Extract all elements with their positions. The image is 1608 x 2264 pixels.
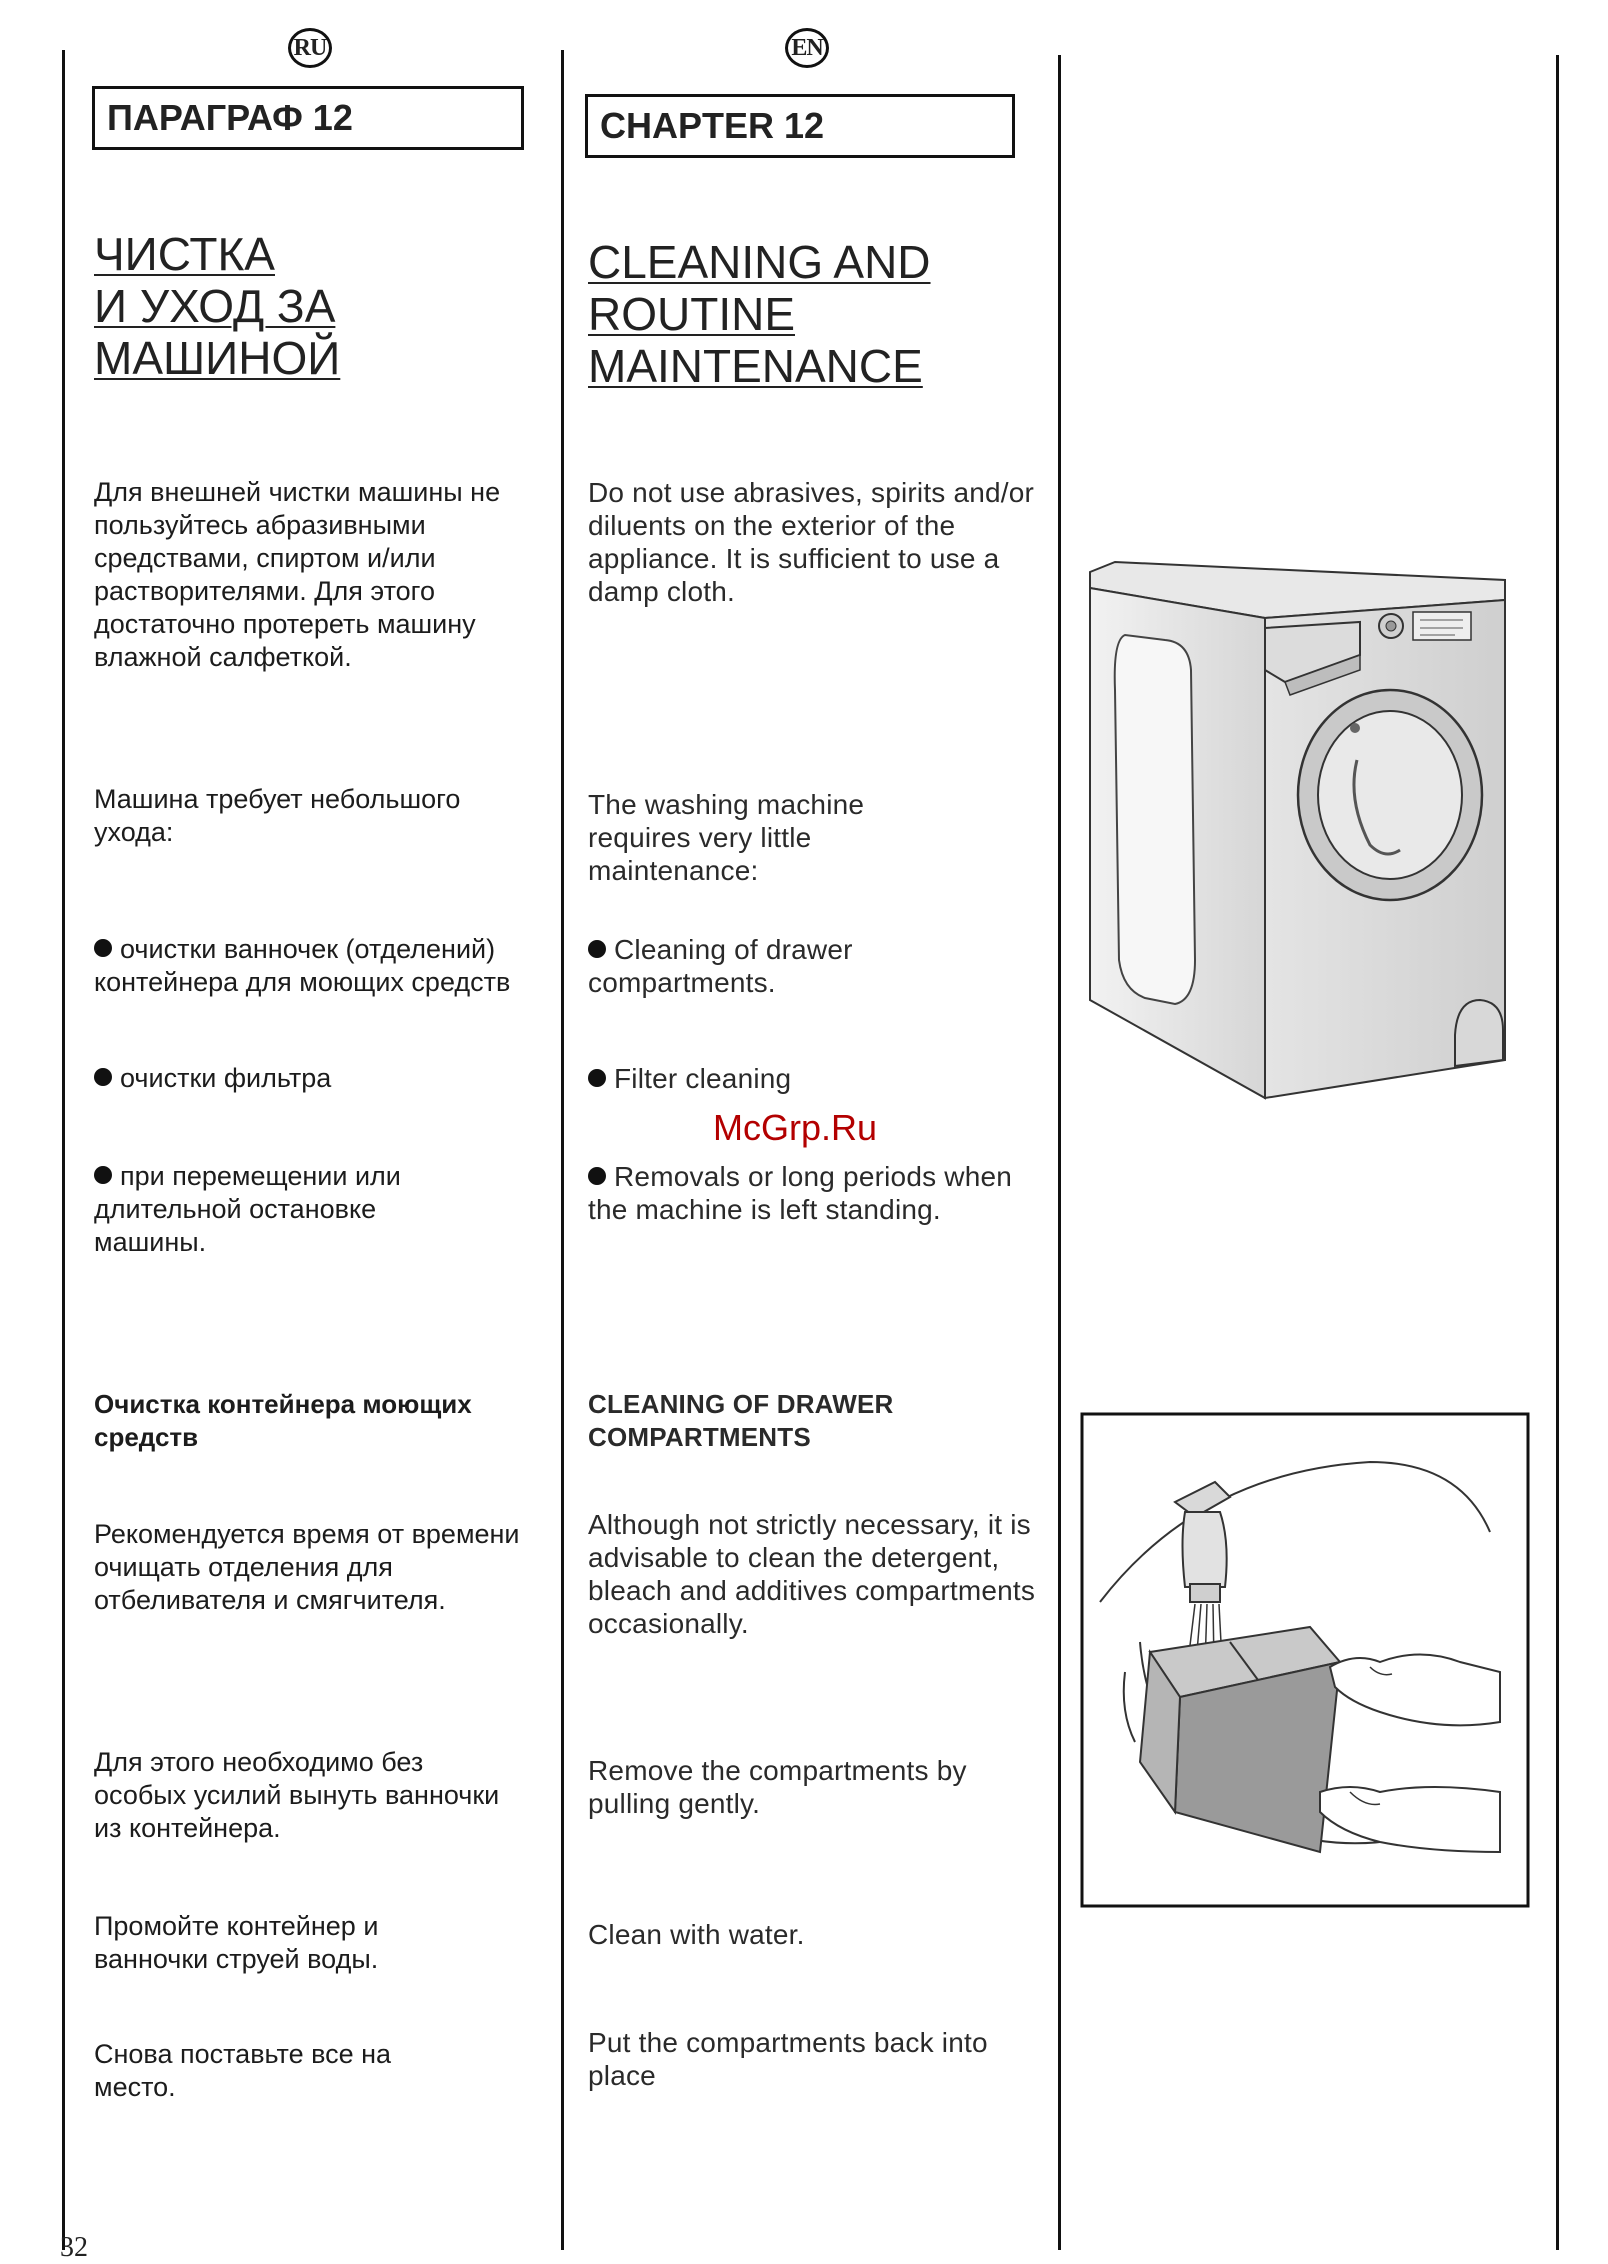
ru-paragraph-recommend: Рекомендуется время от времени очищать отделения для отбеливателя и смягчителя. <box>94 1519 520 1615</box>
en-chapter-box <box>585 94 1015 158</box>
column-rule-right-b <box>1556 55 1559 2250</box>
ru-bullet-filter-text: очистки фильтра <box>120 1063 332 1093</box>
en-paragraph-advisable: Although not strictly necessary, it is advisable to clean the detergent, bleach and additives compartments occasionally. <box>588 1509 1036 1639</box>
en-paragraph-clean: Clean with water. <box>588 1919 805 1950</box>
column-rule-right-a <box>1058 55 1061 2250</box>
en-chapter-label: CHAPTER 12 <box>600 105 825 146</box>
bullet-icon <box>588 1167 606 1185</box>
bullet-icon <box>588 940 606 958</box>
page-number: 32 <box>60 2232 88 2263</box>
ru-bullet-removal-text: при перемещении или длительной остановке машины. <box>94 1161 401 1257</box>
ru-bullet-drawer-text: очистки ванночек (отделений) контейнера для моющих средств <box>94 934 511 997</box>
en-language-badge: EN <box>785 28 829 68</box>
en-paragraph-remove: Remove the compartments by pulling gently. <box>588 1755 967 1819</box>
en-paragraph-exterior: Do not use abrasives, spirits and/or diluents on the exterior of the appliance. It is sufficient to use a damp cloth. <box>588 477 1035 607</box>
en-title-line: MAINTENANCE <box>588 340 923 392</box>
ru-title-line: МАШИНОЙ <box>94 332 341 384</box>
en-title-line: ROUTINE <box>588 288 795 340</box>
column-rule-middle <box>561 50 564 2250</box>
en-title <box>588 236 931 392</box>
ru-chapter-label: ПАРАГРАФ 12 <box>107 97 353 138</box>
en-bullet-drawer <box>588 933 968 999</box>
en-bullet-drawer-text: Cleaning of drawer compartments. <box>588 934 853 998</box>
bullet-icon <box>588 1069 606 1087</box>
bullet-icon <box>94 939 112 957</box>
drawer-cleaning-illustration <box>1080 1412 1530 1908</box>
en-paragraph-replace: Put the compartments back into place <box>588 2027 988 2091</box>
ru-title-line: ЧИСТКА <box>94 228 275 280</box>
en-bullet-removal <box>588 1160 1018 1226</box>
column-rule-left <box>62 50 65 2250</box>
ru-subheading: Очистка контейнера моющих средств <box>94 1389 472 1452</box>
ru-bullet-drawer <box>94 933 534 999</box>
ru-paragraph-maintenance: Машина требует небольшого ухода: <box>94 784 461 847</box>
ru-language-badge: RU <box>288 28 332 68</box>
ru-paragraph-remove: Для этого необходимо без особых усилий вынуть ванночки из контейнера. <box>94 1747 500 1843</box>
ru-paragraph-exterior: Для внешней чистки машины не пользуйтесь абразивными средствами, спиртом и/или растворителями. Для этого достаточно протереть машину влажной салфеткой. <box>94 477 501 672</box>
washing-machine-illustration <box>1085 560 1515 1100</box>
en-title-line: CLEANING AND <box>588 236 931 288</box>
ru-paragraph-rinse: Промойте контейнер и ванночки струей воды. <box>94 1911 379 1974</box>
bullet-icon <box>94 1166 112 1184</box>
ru-paragraph-replace: Снова поставьте все на место. <box>94 2039 392 2102</box>
watermark: McGrp.Ru <box>713 1107 878 1148</box>
en-subheading: CLEANING OF DRAWER COMPARTMENTS <box>588 1389 894 1452</box>
en-bullet-removal-text: Removals or long periods when the machine is left standing. <box>588 1161 1013 1225</box>
ru-title-line: И УХОД ЗА <box>94 280 336 332</box>
bullet-icon <box>94 1068 112 1086</box>
en-bullet-filter-text: Filter cleaning <box>614 1063 792 1094</box>
ru-chapter-box <box>92 86 524 150</box>
ru-bullet-filter <box>94 1062 534 1095</box>
ru-bullet-removal <box>94 1160 474 1259</box>
ru-title <box>94 228 340 384</box>
en-paragraph-maintenance: The washing machine requires very little maintenance: <box>588 789 865 886</box>
en-bullet-filter <box>588 1062 1048 1095</box>
